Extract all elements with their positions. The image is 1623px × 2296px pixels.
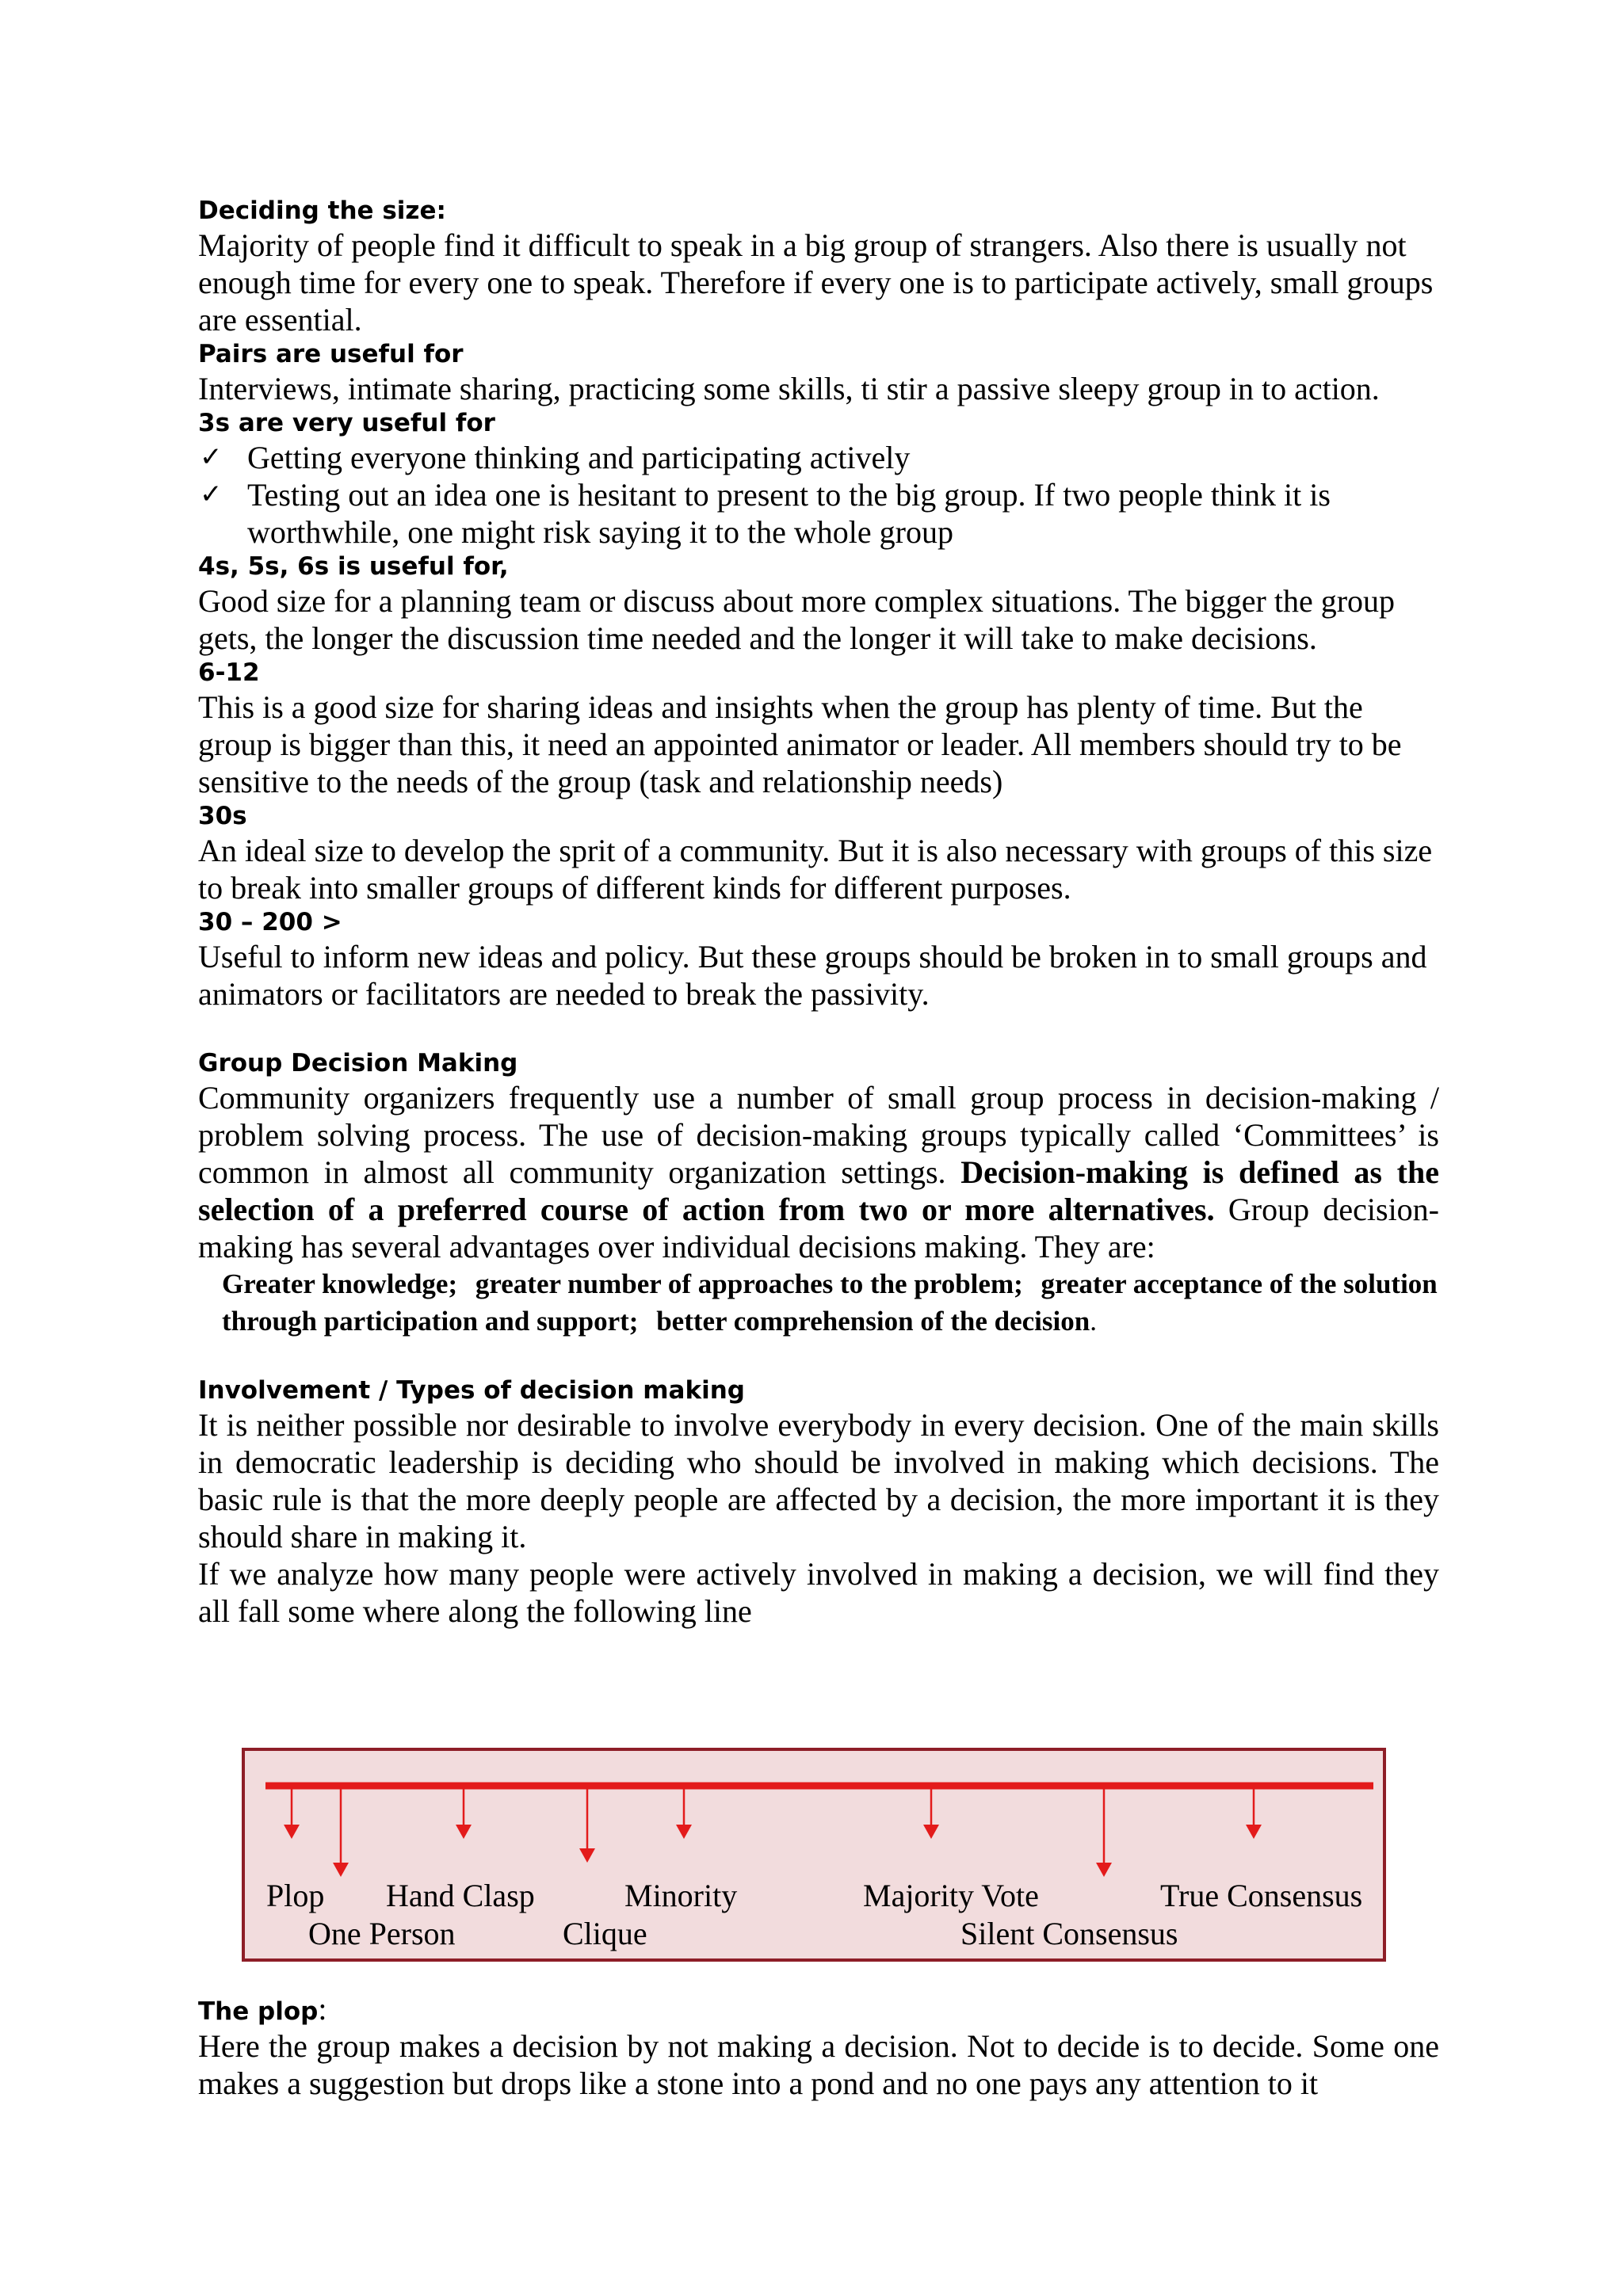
plop-colon: : [318,1991,327,2027]
decision-involvement-diagram [242,1748,1386,1962]
advantages-period: . [1090,1306,1097,1337]
involvement-heading: Involvement / Types of decision making [198,1376,745,1405]
advantage-item: Greater knowledge; [222,1268,458,1299]
plop-heading: The plop [198,1997,319,2026]
thirty-text: An ideal size to develop the sprit of a community. But it is also necessary with groups of this size to break into smaller groups of different kinds for different purposes. [198,833,1433,906]
threes-list [198,439,1439,551]
plop-section [198,1990,1439,2102]
arrow-true-consensus [1246,1789,1262,1839]
label-true-consensus: True Consensus [1160,1878,1363,1913]
spacer [198,1340,1439,1375]
label-silent-consensus: Silent Consensus [960,1916,1178,1951]
thirty-heading: 30s [198,802,247,830]
arrow-hand-clasp [456,1789,472,1839]
decision-definition: Decision-making is defined as the selection of a preferred course of action from two or more alternatives. [198,1154,1439,1227]
bullet-text: Getting everyone thinking and participating actively [247,440,911,475]
large-group-text: Useful to inform new ideas and policy. But these groups should be broken in to small groups and animators or facilitators are needed to break the passivity. [198,939,1427,1012]
spacer [198,1013,1439,1047]
involvement-text: It is neither possible nor desirable to involve everybody in every decision. One of the main skills in democratic leadership is deciding who should be involved in making which decisions. The basic rule is that the more deeply people are affected by a decision, the more important it is they should share in making it. [198,1407,1439,1554]
fours-text: Good size for a planning team or discuss about more complex situations. The bigger the group gets, the longer the discussion time needed and the longer it will take to make decisions. [198,583,1396,656]
label-clique: Clique [563,1916,647,1951]
advantage-item: greater acceptance of the solution through participation and support; [222,1268,1438,1337]
advantage-item: better comprehension of the decision [656,1306,1090,1337]
arrow-plop [284,1789,300,1839]
plop-heading-line [198,1990,1439,2027]
pairs-heading: Pairs are useful for [198,340,464,368]
fours-heading: 4s, 5s, 6s is useful for, [198,552,509,581]
list-item [198,476,1439,551]
checkmark-icon: ✓ [200,441,223,473]
list-item [198,439,1439,476]
arrow-one-person [333,1789,349,1877]
group-decision-text [198,1079,1439,1265]
group-decision-heading: Group Decision Making [198,1049,518,1077]
deciding-size-heading: Deciding the size: [198,196,446,225]
label-majority-vote: Majority Vote [863,1878,1039,1913]
label-plop: Plop [266,1878,325,1913]
checkmark-icon: ✓ [200,479,223,510]
six-twelve-heading: 6-12 [198,658,260,687]
arrow-clique [579,1789,595,1863]
involvement-text-2: If we analyze how many people were actively involved in making a decision, we will find they all fall some where along the following line [198,1556,1439,1629]
arrow-minority [676,1789,692,1839]
gdm-text-after: Group decision-making has several advantages over individual decisions making. They are: [198,1192,1439,1264]
plop-text: Here the group makes a decision by not making a decision. Not to decide is to decide. Some one makes a suggestion but drops like a stone into a pond and no one pays any attention to it [198,2028,1439,2101]
label-one-person: One Person [308,1916,456,1951]
advantage-item: greater number of approaches to the problem; [475,1268,1023,1299]
page-content [198,195,1439,1630]
advantages-list [198,1265,1439,1340]
arrow-silent-consensus [1096,1789,1112,1877]
threes-heading: 3s are very useful for [198,409,495,437]
six-twelve-text: This is a good size for sharing ideas and insights when the group has plenty of time. But the group is bigger than this, it need an appointed animator or leader. All members should try to be sensitive to the needs of the group (task and relationship needs) [198,689,1402,799]
label-minority: Minority [624,1878,738,1913]
gdm-text-before: Community organizers frequently use a number of small group process in decision-making / problem solving process. The use of decision-making groups typically called ‘Committees’ is common in almost all community organization settings. [198,1080,1439,1190]
large-group-heading: 30 – 200 > [198,908,342,936]
bullet-text: Testing out an idea one is hesitant to present to the big group. If two people think it is worthwhile, one might risk saying it to the whole group [247,477,1331,550]
arrow-majority-vote [923,1789,939,1839]
pairs-text: Interviews, intimate sharing, practicing some skills, ti stir a passive sleepy group in to action. [198,371,1380,406]
deciding-size-text: Majority of people find it difficult to speak in a big group of strangers. Also there is usually not enough time for every one to speak. Therefore if every one is to participate actively, small groups are essential. [198,227,1434,338]
label-hand-clasp: Hand Clasp [386,1878,535,1913]
